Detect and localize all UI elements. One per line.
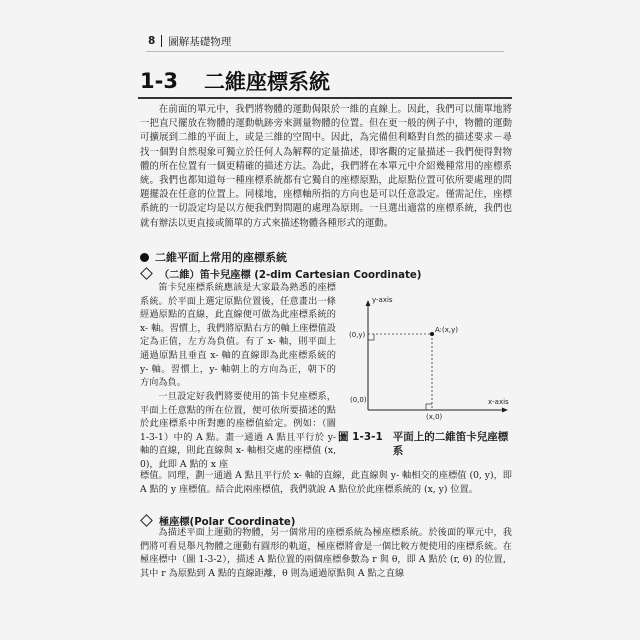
- intro-paragraph: 在前面的單元中，我們將物體的運動侷限於一維的直線上。因此，我們可以簡單地將一把直尺擺放在物體的運動軌跡旁來測量物體的位置。但在更一般的例子中，物體的運動可擴展到二維的平面上，或是三維的空間中。因此，為完備但利略對自然的描述要求－尋找一個對自然現象可獨立於任何人為解釋的定量描述，即客觀的定量描述－我們便得對物體的所在位置有一個更精確的描述方法。為此，我們將在本單元中介紹幾種常用的座標系統。我們也都知道每一種座標系統都有它獨自的座標原點，此原點位置可依所要處理的問題擺設在任意的位置上。同樣地，座標軸所指的方向也是可以任意設定。僅需記住，座標系統的一切設定均是以方便我們對問題的處理為原則。一旦選出適當的座標系統，我們也就有辦法以更直接或簡單的方式來描述物體各種形式的運動。: [140, 104, 512, 229]
- title-rule: [138, 97, 512, 99]
- book-title: 圖解基礎物理: [168, 35, 232, 48]
- x-intercept-label: (x,0): [426, 413, 443, 421]
- bullet-dot-icon: [140, 253, 149, 262]
- origin-label: (0,0): [350, 396, 367, 404]
- y-axis-arrow: [366, 300, 371, 306]
- cartesian-paragraph-2-continued: 標值。同理，劃一通過 A 點且平行於 x- 軸的直線，此直線與 y- 軸相交的座標值 (0, y)，即 A 點的 y 座標值。結合此兩座標值，我們就說 A 點位於此座標系統的 (x, y) 位置。: [140, 470, 512, 495]
- page-number: 8: [148, 35, 156, 47]
- x-axis-arrow: [502, 408, 508, 413]
- figure-caption-text: 平面上的二維笛卡兒座標系: [392, 431, 509, 457]
- cartesian-paragraph-1: 笛卡兒座標系統應該是大家最為熟悉的座標系統。於平面上選定原點位置後，任意畫出一條經過原點的直線，此直線便可做為此座標系統的 x- 軸。習慣上，我們將原點右方的軸上座標值設定為正值，左方為負值。有了 x- 軸，則平面上通過原點且垂直 x- 軸的直線即為此座標系統的 y- 軸。習慣上，y- 軸朝上的方向為正，朝下的方向為負。: [140, 282, 336, 389]
- x-axis-label: x-axis: [488, 398, 509, 406]
- header-separator: [161, 35, 162, 47]
- figure-caption: [338, 430, 514, 462]
- right-angle-mark-x: [426, 404, 432, 410]
- polar-heading-text: 極座標(Polar Coordinate): [159, 516, 296, 528]
- point-a-label: A:(x,y): [435, 326, 458, 334]
- cartesian-heading: [140, 265, 512, 281]
- diamond-bullet-icon: [140, 267, 153, 280]
- cartesian-figure: [346, 292, 512, 422]
- section-number: 1-3: [140, 69, 178, 93]
- cartesian-heading-text: （二維）笛卡兒座標 (2-dim Cartesian Coordinate): [159, 269, 422, 281]
- subsection-heading: [140, 249, 512, 265]
- point-a: [430, 332, 434, 336]
- section-title: [140, 66, 520, 96]
- figure-number: 圖 1-3-1: [338, 431, 383, 443]
- polar-paragraph: 為描述平面上運動的物體，另一個常用的座標系統為極座標系統。於後面的單元中，我們將可看見舉凡物體之運動有圓形的軌道，極座標將會是一個比較方便使用的座標系統。在極座標中（圖 1-3-2），描述 A 點位置的兩個座標參數為 r 與 θ，即 A 點於 (r, θ) 的位置，其中 r 為原點到 A 點的直線距離，θ 則為通過原點與 A 點之直線: [140, 527, 512, 579]
- y-intercept-label: (0,y): [349, 331, 366, 339]
- y-axis-label: y-axis: [372, 296, 393, 304]
- cartesian-paragraph-2: 一旦設定好我們將要使用的笛卡兒座標系，平面上任意點的所在位置，便可依所要描述的點於此座標系中所對應的座標值給定。例如：（圖 1-3-1）中的 A 點。畫一通過 A 點且平行於 y- 軸的直線，則此直線與 x- 軸相交處的座標值 (x, 0)，此即 A 點的 x 座: [140, 391, 336, 470]
- diamond-bullet-icon: [140, 514, 153, 527]
- right-angle-mark-y: [368, 334, 374, 340]
- running-head: [148, 32, 508, 50]
- subsection-title: 二維平面上常用的座標系統: [155, 251, 287, 264]
- section-name: 二維座標系統: [203, 70, 330, 94]
- header-rule: [146, 51, 504, 52]
